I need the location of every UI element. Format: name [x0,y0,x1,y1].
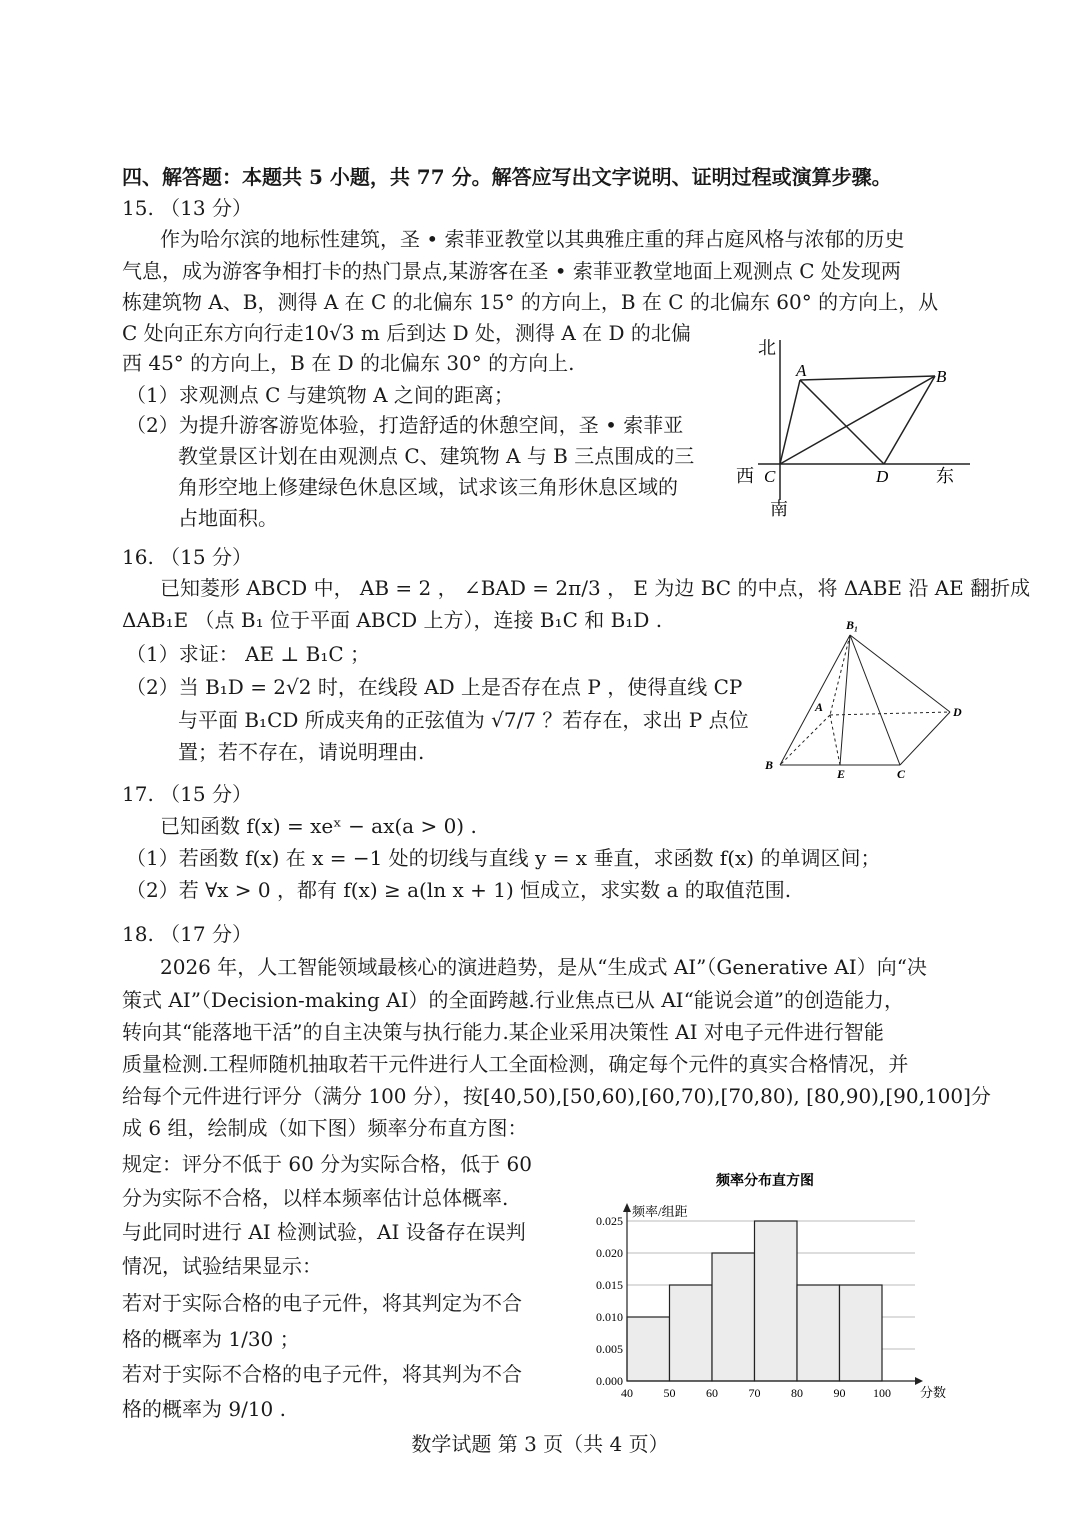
x-axis-label: 分数 [920,1385,947,1400]
y-tick-label: 0.005 [596,1342,623,1356]
frequency-histogram [570,1165,970,1405]
problem-18-text-line: 给每个元件进行评分（满分 100 分），按[40,50),[50,60),[60,70),[70,80), [80,90),[90,100]分 [122,1084,991,1108]
y-axis-arrow [623,1203,631,1212]
problem-18-left-line: 规定：评分不低于 60 分为实际合格，低于 60 [122,1152,532,1176]
x-tick-label: 100 [873,1386,891,1400]
edge-cd [900,712,950,765]
y-tick-label: 0.025 [596,1214,623,1228]
histogram-bar [755,1221,798,1381]
x-tick-label: 40 [621,1386,633,1400]
segment-ad [800,380,884,464]
problem-15-question-2-line: （2）为提升游客游览体验，打造舒适的休憩空间，圣 • 索菲亚 [126,413,684,437]
problem-16-question-2-line: （2）当 B₁D = 2√2 时，在线段 AD 上是否存在点 P ，使得直线 CP [126,675,743,699]
problem-18-left-line: 与此同时进行 AI 检测试验，AI 设备存在误判 [122,1220,526,1244]
page-footer: 数学试题 第 3 页（共 4 页） [411,1432,669,1456]
label-e: E [837,767,846,781]
label-north: 北 [758,338,776,358]
label-d: D [876,467,889,486]
problem-18-text-line: 策式 AI”（Decision-making AI）的全面跨越.行业焦点已从 AI“能说会道”的创造能力， [122,988,905,1012]
problem-18-left-line: 分为实际不合格，以样本频率估计总体概率. [122,1186,509,1210]
y-tick-label: 0.015 [596,1278,623,1292]
segment-ca [780,380,800,464]
y-tick-label: 0.020 [596,1246,623,1260]
x-tick-label: 70 [748,1386,761,1400]
problem-17-question-2: （2）若 ∀x > 0 ，都有 f(x) ≥ a(ln x + 1) 恒成立，求实数 a 的取值范围. [126,878,792,902]
segment-cb [780,376,935,464]
edge-ae [830,715,840,765]
problem-15-text-line: 栋建筑物 A、B，测得 A 在 C 的北偏东 15° 的方向上，B 在 C 的北偏东 60° 的方向上，从 [122,290,939,314]
problem-15-number: 15. （13 分） [122,196,252,220]
label-b: B [936,367,947,386]
x-tick-label: 50 [663,1386,676,1400]
label-b1: B₁ [846,618,859,632]
problem-15-text-line: C 处向正东方向行走10√3 m 后到达 D 处，测得 A 在 D 的北偏 [122,321,691,345]
problem-18-left-line: 情况，试验结果显示： [122,1254,322,1278]
problem-17-number: 17. （15 分） [122,782,252,806]
folded-rhombus-diagram [755,615,980,785]
label-east: 东 [936,466,954,486]
histogram-bar [670,1285,713,1381]
section-header: 四、解答题：本题共 5 小题，共 77 分。解答应写出文字说明、证明过程或演算步骤。 [122,165,892,189]
chart-title: 频率分布直方图 [716,1174,814,1189]
problem-18-left-line: 格的概率为 9/10 . [122,1397,286,1421]
label-d: D [953,705,962,719]
label-c: C [764,467,776,486]
label-c: C [897,767,906,781]
label-a: A [796,361,807,380]
problem-16-text-line: ΔAB₁E （点 B₁ 位于平面 ABCD 上方），连接 B₁C 和 B₁D . [122,608,663,632]
segment-ab [800,376,935,380]
y-axis-label: 频率/组距 [632,1204,688,1219]
problem-15-text-line: 西 45° 的方向上，B 在 D 的北偏东 30° 的方向上. [122,351,575,375]
problem-18-text-line: 质量检测.工程师随机抽取若干元件进行人工全面检测，确定每个元件的真实合格情况，并 [122,1052,909,1076]
problem-18-left-line: 若对于实际不合格的电子元件，将其判为不合 [122,1362,522,1386]
label-west: 西 [736,466,754,486]
problem-16-question-1: （1）求证： AE ⊥ B₁C ； [126,642,371,666]
problem-16-question-2-line: 与平面 B₁CD 所成夹角的正弦值为 √7/7 ？若存在，求出 P 点位 [178,708,749,732]
problem-16-number: 16. （15 分） [122,545,252,569]
problem-15-question-2-line: 角形空地上修建绿色休息区域，试求该三角形休息区域的 [178,475,678,499]
problem-18-text-line: 转向其“能落地干活”的自主决策与执行能力.某企业采用决策性 AI 对电子元件进行智能 [122,1020,884,1044]
histogram-bar [840,1285,883,1381]
problem-18-number: 18. （17 分） [122,922,252,946]
problem-18-left-line: 若对于实际合格的电子元件，将其判定为不合 [122,1291,522,1315]
problem-16-question-2-line: 置；若不存在，请说明理由. [178,740,425,764]
histogram-bar [797,1285,840,1381]
problem-15-question-2-line: 教堂景区计划在由观测点 C、建筑物 A 与 B 三点围成的三 [178,444,695,468]
problem-18-left-line: 格的概率为 1/30 ； [122,1327,300,1351]
histogram-bar [712,1253,755,1381]
edge-ad [830,712,950,715]
problem-16-text-line: 已知菱形 ABCD 中， AB = 2 ， ∠BAD = 2π/3 ， E 为边 BC 的中点，将 ΔABE 沿 AE 翻折成 [160,576,1031,600]
problem-15-question-1: （1）求观测点 C 与建筑物 A 之间的距离； [126,383,514,407]
label-a: A [815,700,824,714]
problem-17-intro: 已知函数 f(x) = xeˣ − ax(a > 0) . [160,814,477,838]
y-tick-label: 0.010 [596,1310,623,1324]
direction-diagram [730,330,980,530]
segment-db [884,376,935,464]
problem-15-text-line: 作为哈尔滨的地标性建筑，圣 • 索菲亚教堂以其典雅庄重的拜占庭风格与浓郁的历史 [160,227,905,251]
problem-15-question-2-line: 占地面积。 [178,506,278,530]
x-tick-label: 90 [833,1386,846,1400]
problem-15-text-line: 气息，成为游客争相打卡的热门景点,某游客在圣 • 索菲亚教堂地面上观测点 C 处发现两 [122,259,901,283]
problem-18-text-line: 2026 年，人工智能领域最核心的演进趋势，是从“生成式 AI”（Generative AI）向“决 [160,955,927,979]
label-b: B [765,758,774,772]
label-south: 南 [770,499,788,519]
problem-17-question-1: （1）若函数 f(x) 在 x = −1 处的切线与直线 y = x 垂直，求函数 f(x) 的单调区间； [126,846,881,870]
y-tick-label: 0.000 [596,1374,623,1388]
problem-18-text-line: 成 6 组，绘制成（如下图）频率分布直方图： [122,1116,528,1140]
x-axis-arrow [915,1377,923,1385]
x-tick-label: 60 [706,1386,718,1400]
x-tick-label: 80 [791,1386,803,1400]
edge-ab [780,715,830,765]
histogram-bar [627,1317,670,1381]
